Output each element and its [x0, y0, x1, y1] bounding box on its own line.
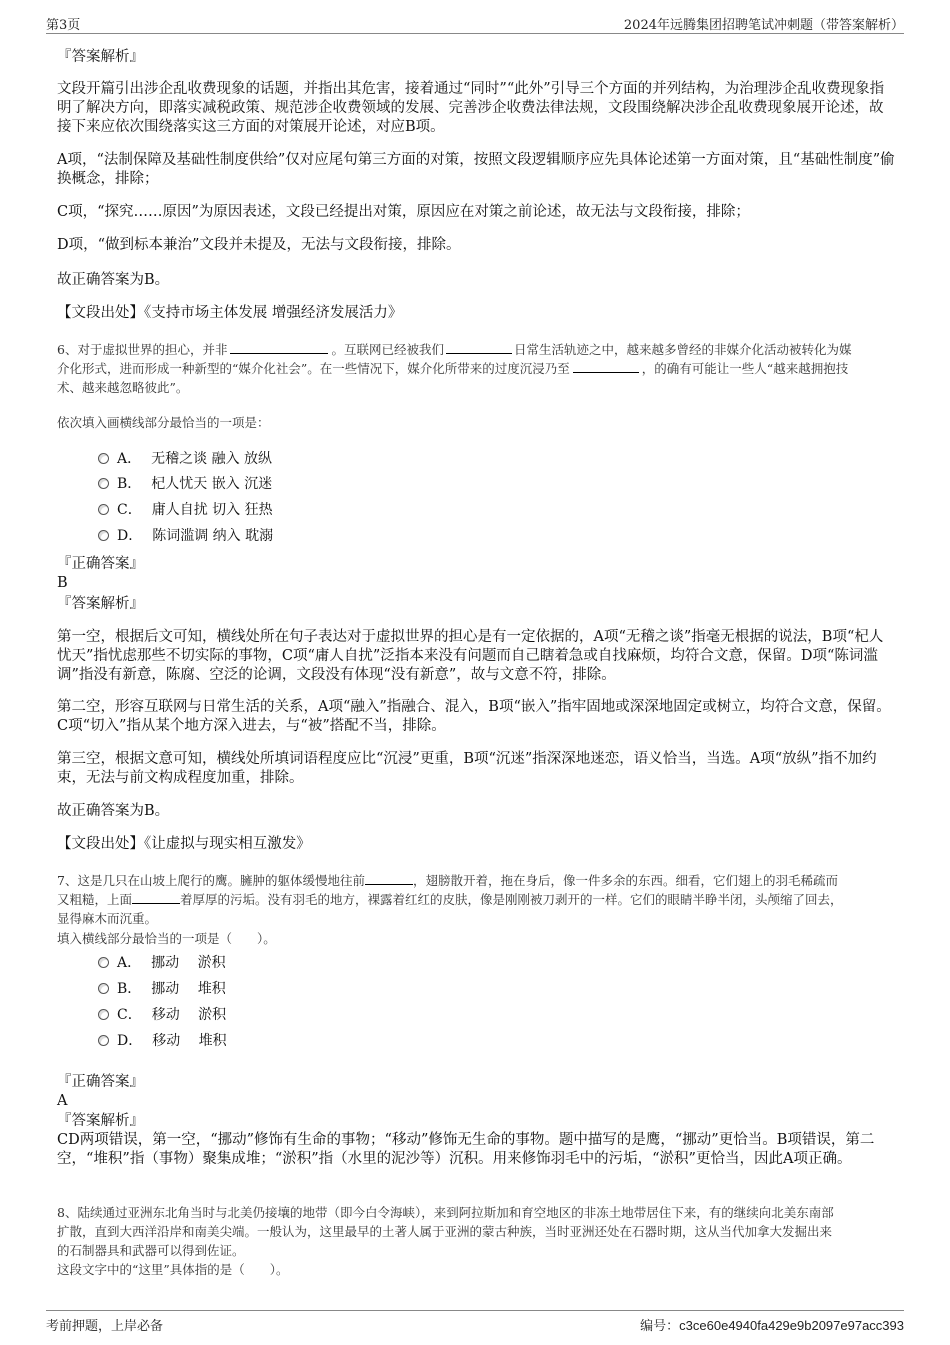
q6-stem-part-a: 6、对于虚拟世界的担心，并非: [57, 342, 228, 357]
q6-analysis-blank-3: 第三空，根据文意可知，横线处所填词语程度应比“沉浸”更重，B项“沉迷”指深深地迷恋，语义恰当，当选。A项“放纵”指不加约束，无法与前文构成程度加重，排除。: [57, 751, 877, 786]
document-title: 2024年远腾集团招聘笔试冲刺题（带答案解析）: [623, 18, 904, 33]
footer-code-value: c3ce60e4940fa429e9b2097e97acc393: [679, 1318, 904, 1333]
header-rule: [46, 33, 904, 34]
footer-slogan: 考前押题，上岸必备: [46, 1319, 164, 1334]
q6-stem-line2b: ，的确有可能让一些人“越来越拥抱技: [641, 361, 849, 376]
q6-stem-line3: 术、越来越忽略彼此”。: [57, 380, 189, 395]
q6-option-a[interactable]: A． 无稽之谈 融入 放纵: [98, 450, 272, 468]
q7-analysis: CD两项错误，第一空，“挪动”修饰有生命的事物；“移动”修饰无生命的事物。题中描写的是鹰，“挪动”更恰当。B项错误，第二空，“堆积”指（事物）聚集成堆；“淤积”指（水里的泥沙等）沉积。用来修饰羽毛中的污垢，“淤积”更恰当，因此A项正确。: [57, 1132, 875, 1167]
q7-option-c[interactable]: C． 移动 淤积: [98, 1006, 226, 1024]
radio-icon[interactable]: [98, 1009, 109, 1020]
q7-stem-l1b: ，翅膀散开着，拖在身后，像一件多余的东西。细看，它们翅上的羽毛稀疏而: [412, 873, 838, 888]
q7-stem: [57, 871, 907, 928]
q6-answer-label: 『正确答案』: [57, 556, 144, 572]
footer-code: [640, 1315, 904, 1334]
q8-stem-line1: 8、陆续通过亚洲东北角当时与北美仍接壤的地带（即今白令海峡），来到阿拉斯加和育空地区的非冻土地带居住下来，有的继续向北美东南部: [57, 1205, 834, 1220]
q7-answer-label: 『正确答案』: [57, 1074, 144, 1090]
q7-stem-l3: 显得麻木而沉重。: [57, 911, 158, 926]
q6-stem-part-c: 日常生活轨迹之中，越来越多曾经的非媒介化活动被转化为媒: [513, 342, 852, 357]
q7-blank-2: [132, 891, 180, 904]
q7-stem-l1a: 7、这是几只在山坡上爬行的鹰。臃肿的躯体缓慢地往前: [57, 873, 365, 888]
q7-option-d[interactable]: D． 移动 堆积: [98, 1032, 227, 1050]
q6-prompt: 依次填入画横线部分最恰当的一项是：: [57, 415, 270, 430]
q7-stem-l2a: 又粗糙，上面: [57, 892, 133, 907]
q6-stem-line2: 介化形式，进而形成一种新型的“媒介化社会”。在一些情况下，媒介化所带来的过度沉浸乃至: [57, 361, 570, 376]
radio-icon[interactable]: [98, 983, 109, 994]
q6-conclusion: 故正确答案为B。: [57, 803, 170, 819]
q6-stem-part-b: 。互联网已经被我们: [331, 342, 444, 357]
q8-stem-line2: 扩散，直到大西洋沿岸和南美尖端。一般认为，这里最早的土著人属于亚洲的蒙古种族，当时亚洲还处在石器时期，这从当代加拿大发掘出来: [57, 1224, 833, 1239]
q7-option-b[interactable]: B． 挪动 堆积: [98, 980, 226, 998]
q5-analysis-paragraph: 文段开篇引出涉企乱收费现象的话题，并指出其危害，接着通过“同时”“此外”引导三个方面的并列结构，为治理涉企乱收费现象指明了解决方向，即落实减税政策、规范涉企收费领域的发展、完善涉企收费法律法规，文段围绕解决涉企乱收费现象展开论述，故接下来应依次围绕落实这三方面的对策展开论述，对应B项。: [57, 81, 885, 135]
q6-blank-2: [446, 341, 512, 354]
q6-option-d[interactable]: D． 陈词滥调 纳入 耽溺: [98, 527, 273, 545]
radio-icon[interactable]: [98, 530, 109, 541]
q6-stem: [57, 340, 907, 397]
q7-answer: A: [57, 1093, 68, 1109]
radio-icon[interactable]: [98, 1035, 109, 1046]
q7-prompt: 填入横线部分最恰当的一项是（ ）。: [57, 931, 276, 946]
q6-option-c[interactable]: C． 庸人自扰 切入 狂热: [98, 501, 273, 519]
q5-analysis-option-c: C项，“探究……原因”为原因表述，文段已经提出对策，原因应在对策之前论述，故无法与文段衔接，排除；: [57, 204, 750, 220]
q6-analysis-blank-2: 第二空，形容互联网与日常生活的关系，A项“融入”指融合、混入，B项“嵌入”指牢固地或深深地固定或树立，均符合文意，保留。C项“切入”指从某个地方深入进去，与“被”搭配不当，排除。: [57, 699, 891, 734]
q6-source: 【文段出处】《让虚拟与现实相互激发》: [57, 836, 311, 852]
q7-analysis-label: 『答案解析』: [57, 1113, 144, 1129]
radio-icon[interactable]: [98, 478, 109, 489]
q5-analysis-option-d: D项，“做到标本兼治”文段并未提及，无法与文段衔接，排除。: [57, 237, 461, 253]
radio-icon[interactable]: [98, 453, 109, 464]
q6-analysis-blank-1: 第一空，根据后文可知，横线处所在句子表达对于虚拟世界的担心是有一定依据的，A项“无稽之谈”指毫无根据的说法，B项“杞人忧天”指忧虑那些不切实际的事物，C项“庸人自扰”泛指本来没有问题而自己瞎着急或自找麻烦，均符合文意，保留。D项“陈词滥调”指没有新意，陈腐、空泛的论调，文段没有体现“没有新意”，故与文意不符，排除。: [57, 629, 884, 683]
q7-option-a[interactable]: A． 挪动 淤积: [98, 954, 226, 972]
q8-stem-line3: 的石制器具和武器可以得到佐证。: [57, 1243, 245, 1258]
footer-code-label: 编号：: [640, 1319, 680, 1334]
q6-option-b[interactable]: B． 杞人忧天 嵌入 沉迷: [98, 475, 272, 493]
radio-icon[interactable]: [98, 957, 109, 968]
footer-rule: [46, 1310, 904, 1311]
q5-source: 【文段出处】《支持市场主体发展 增强经济发展活力》: [57, 305, 403, 321]
q6-blank-1: [230, 341, 328, 354]
q6-blank-3: [573, 360, 639, 373]
q7-stem-l2b: 着厚厚的污垢。没有羽毛的地方，裸露着红红的皮肤，像是刚刚被刀剥开的一样。它们的眼睛半睁半闭，头颅缩了回去，: [180, 892, 843, 907]
page-number: 第3页: [46, 18, 81, 33]
q5-conclusion: 故正确答案为B。: [57, 272, 170, 288]
q5-analysis-label: 『答案解析』: [57, 49, 144, 65]
q8-prompt: 这段文字中的“这里”具体指的是（ ）。: [57, 1262, 289, 1277]
q7-blank-1: [365, 872, 413, 885]
radio-icon[interactable]: [98, 504, 109, 515]
q6-analysis-label: 『答案解析』: [57, 596, 144, 612]
q6-answer: B: [57, 575, 68, 591]
q5-analysis-option-a: A项，“法制保障及基础性制度供给”仅对应尾句第三方面的对策，按照文段逻辑顺序应先具体论述第一方面对策，且“基础性制度”偷换概念，排除；: [57, 152, 895, 187]
